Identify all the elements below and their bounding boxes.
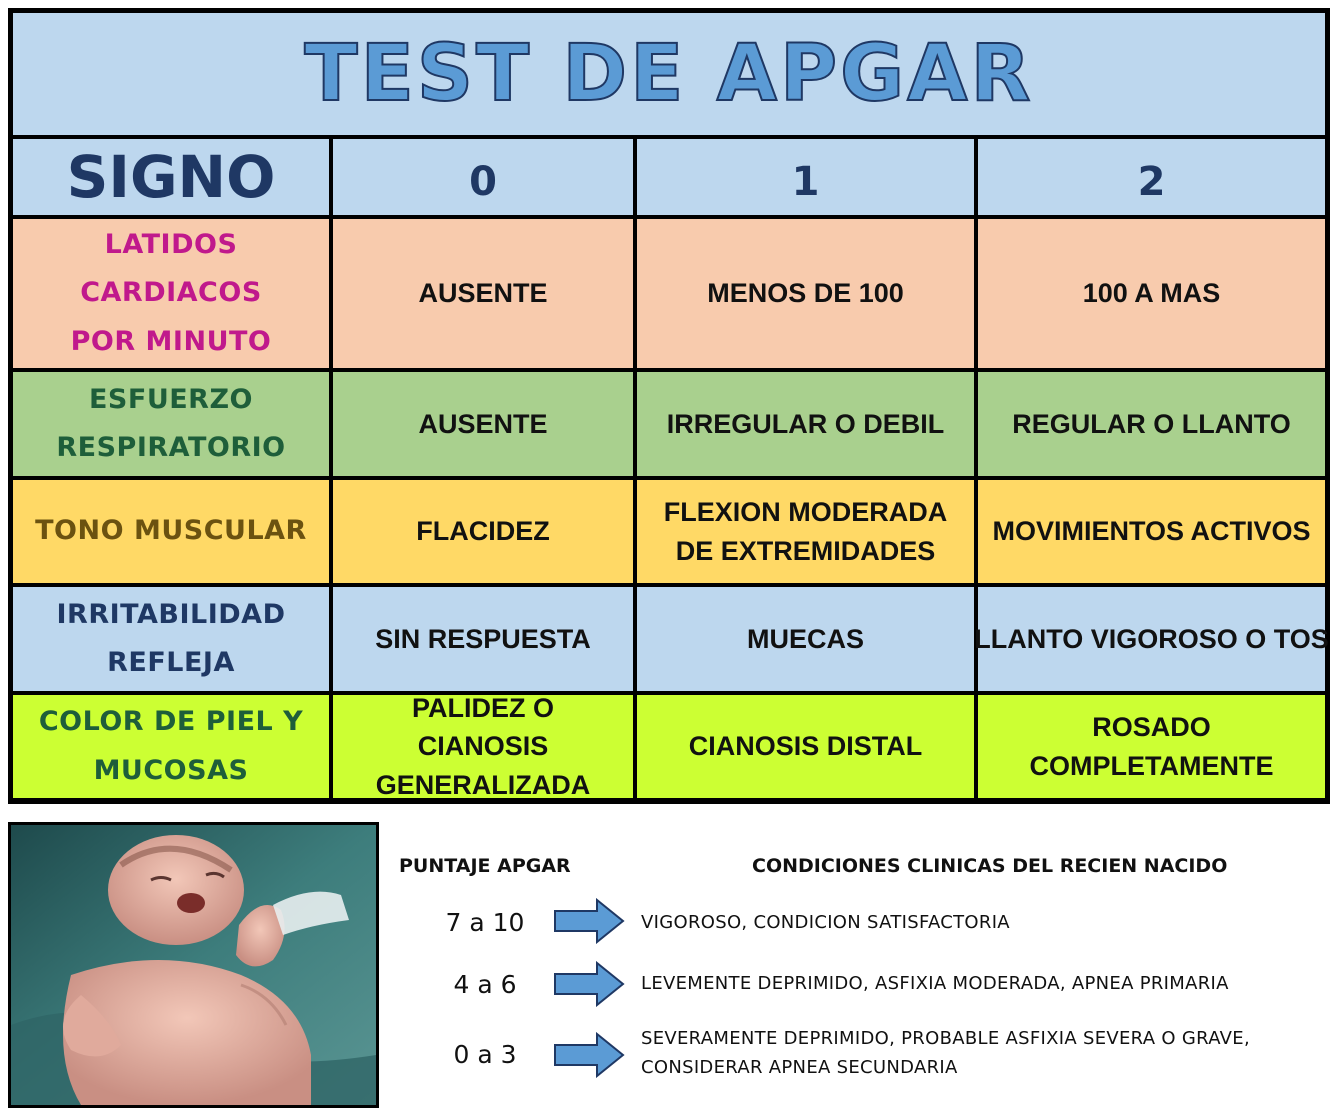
value-skin-color-2: ROSADO COMPLETAMENTE	[978, 695, 1325, 798]
value-respiratory-effort-0: AUSENTE	[333, 372, 633, 476]
newborn-baby-illustration	[11, 825, 376, 1105]
condition-high: VIGOROSO, CONDICION SATISFACTORIA	[641, 912, 1010, 933]
condition-header: CONDICIONES CLINICAS DEL RECIEN NACIDO	[752, 855, 1228, 877]
value-skin-color-0: PALIDEZ O CIANOSIS GENERALIZADA	[333, 695, 633, 798]
value-reflex-irritability-0: SIN RESPUESTA	[333, 587, 633, 691]
header-score-1: 1	[637, 139, 974, 215]
condition-low: SEVERAMENTE DEPRIMIDO, PROBABLE ASFIXIA SEVERA O GRAVE, CONSIDERAR APNEA SECUNDARIA	[641, 1028, 1250, 1079]
sign-reflex-irritability: IRRITABILIDAD REFLEJA	[13, 587, 329, 691]
arrow-right-icon	[553, 898, 625, 944]
value-muscle-tone-1: FLEXION MODERADA DE EXTREMIDADES	[637, 480, 974, 583]
apgar-table	[8, 8, 1330, 804]
sign-respiratory-effort: ESFUERZO RESPIRATORIO	[13, 372, 329, 476]
value-respiratory-effort-1: IRREGULAR O DEBIL	[637, 372, 974, 476]
score-range-high: 7 a 10	[445, 908, 525, 937]
value-muscle-tone-2: MOVIMIENTOS ACTIVOS	[978, 480, 1325, 583]
value-heart-rate-0: AUSENTE	[333, 219, 633, 368]
value-reflex-irritability-1: MUECAS	[637, 587, 974, 691]
sign-heart-rate: LATIDOS CARDIACOS POR MINUTO	[13, 219, 329, 368]
header-score-2: 2	[978, 139, 1325, 215]
header-signo: SIGNO	[13, 139, 329, 215]
header-score-0: 0	[333, 139, 633, 215]
score-range-mid: 4 a 6	[453, 970, 517, 999]
score-header: PUNTAJE APGAR	[399, 855, 571, 877]
table-title	[13, 13, 1325, 135]
value-reflex-irritability-2: LLANTO VIGOROSO O TOS	[978, 587, 1325, 691]
arrow-right-icon	[553, 1032, 625, 1078]
value-muscle-tone-0: FLACIDEZ	[333, 480, 633, 583]
sign-skin-color: COLOR DE PIEL Y MUCOSAS	[13, 695, 329, 798]
condition-mid: LEVEMENTE DEPRIMIDO, ASFIXIA MODERADA, APNEA PRIMARIA	[641, 973, 1229, 994]
newborn-photo	[8, 822, 379, 1108]
sign-muscle-tone: TONO MUSCULAR	[13, 480, 329, 583]
value-skin-color-1: CIANOSIS DISTAL	[637, 695, 974, 798]
value-heart-rate-2: 100 A MAS	[978, 219, 1325, 368]
value-heart-rate-1: MENOS DE 100	[637, 219, 974, 368]
value-respiratory-effort-2: REGULAR O LLANTO	[978, 372, 1325, 476]
arrow-right-icon	[553, 961, 625, 1007]
title-text: TEST DE APGAR	[304, 29, 1034, 119]
score-range-low: 0 a 3	[453, 1040, 517, 1069]
